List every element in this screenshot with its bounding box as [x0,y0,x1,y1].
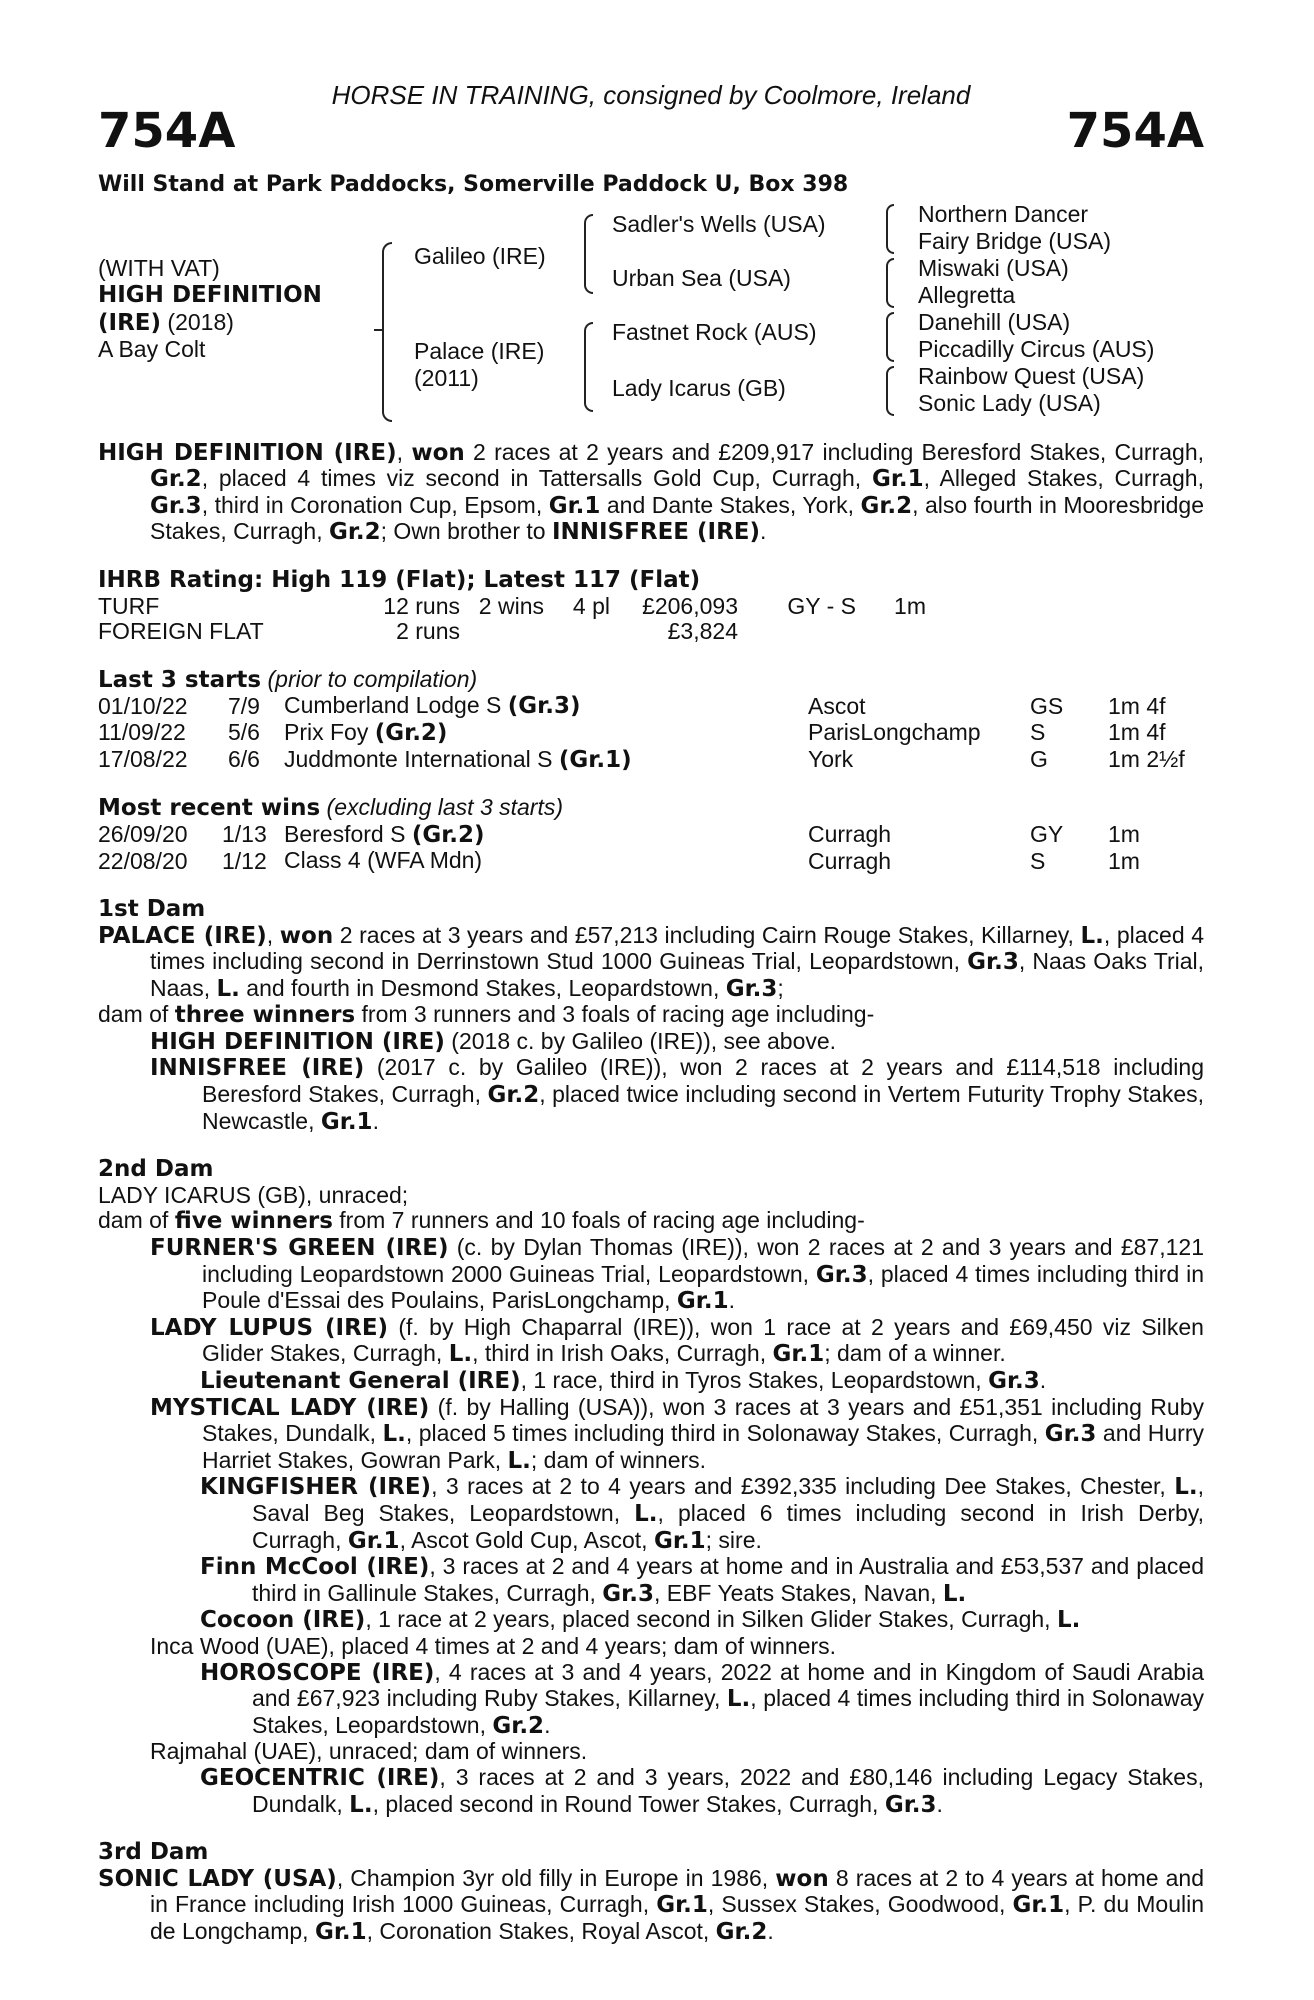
listed-badge: L. [1174,1474,1198,1501]
record-text: . [767,1917,774,1944]
table-row [98,693,1185,720]
run-going: S [1030,719,1046,746]
produce-entry [98,1765,1204,1818]
dam-name: PALACE (IRE) [98,922,267,949]
second-dam-title: 2nd Dam [98,1156,214,1183]
third-dam-title: 3rd Dam [98,1839,209,1866]
record-text: , placed 6 times including second in Irish Derby, Curragh, [252,1499,1204,1553]
horse-sex: A Bay Colt [98,335,206,362]
produce-name: HIGH DEFINITION (IRE) [150,1028,445,1055]
produce-entry [98,1607,1204,1634]
produce-entry [98,1474,1204,1554]
run-distance: 1m 4f [1108,719,1166,746]
recent-wins-table [98,822,1140,875]
record-text: , placed 4 times including third in Poule d'Essai des Poulains, ParisLongchamp, [202,1260,1204,1314]
rating-section [98,568,1204,645]
produce-entry [98,1554,1204,1607]
run-distance: 1m 4f [1108,692,1166,719]
brace-ss [886,204,894,254]
run-distance: 1m [1108,821,1140,848]
run-position: 1/13 [222,821,267,848]
summary-text: , placed 4 times viz second in Tattersalls Gold Cup, Curragh, [201,465,872,492]
run-race: Class 4 (WFA Mdn) [284,847,483,874]
first-dam-produce-line [98,1002,1204,1029]
run-position: 7/9 [228,692,260,719]
rating-type: TURF [98,592,160,619]
record-text: . [1039,1367,1047,1393]
last-starts-table [98,693,1185,773]
stand-location: Will Stand at Park Paddocks, Somerville Paddock U, Box 398 [98,172,849,197]
summary-horse-name: HIGH DEFINITION (IRE) [98,439,397,466]
run-grade: (Gr.3) [507,693,581,720]
brace-dam [584,322,593,412]
rating-wins [460,619,544,645]
grade-badge: Gr.2 [715,1918,768,1945]
rating-placed [544,619,610,645]
won-label: won [775,1865,829,1892]
record-text: . [372,1107,379,1134]
lot-number-right: 754A [1066,103,1204,159]
produce-entry [98,1235,1204,1315]
record-text: (f. by Halling (USA)), won 3 races at 3 years and £51,351 including Ruby Stakes, Dundalk, [202,1393,1204,1447]
winners-count: five winners [174,1208,333,1235]
table-row [98,594,926,620]
produce-name: Lieutenant General (IRE) [200,1368,521,1394]
grade-badge: Gr.3 [988,1368,1040,1394]
rating-distance: 1m [894,592,926,619]
run-distance: 1m [1108,847,1140,874]
listed-badge: L. [382,1421,406,1448]
first-dam-record: PALACE (IRE), won 2 races at 3 years and £57,213 including Cairn Rouge Stakes, Killarney, L., placed 4 times including second in Derrinstown Stud 1000 Guineas Trial, Leopardstown, Gr.3, Naas Oaks Trial, Naas, L. and fourth in Desmond Stakes, Leopardstown, Gr.3; [98,921,1205,1002]
ancestor-sss: Northern Dancer [918,200,1089,227]
run-position: 6/6 [228,746,260,773]
produce-name: Finn McCool (IRE) [200,1554,430,1581]
listed-badge: L. [507,1447,531,1474]
ancestor-dss: Danehill (USA) [918,308,1071,335]
grade-badge: Gr.1 [676,1288,729,1315]
run-going: GY [1030,821,1064,848]
record-text: (c. by Dylan Thomas (IRE)), won 2 races at 2 and 3 years and £87,121 including Leopardstown 2000 Guineas Trial, Leopardstown, [202,1234,1205,1287]
recent-wins-note: (excluding last 3 starts) [320,794,564,821]
produce-name: FURNER'S GREEN (IRE) [150,1235,449,1262]
listed-badge: L. [216,975,240,1002]
record-text: , 3 races at 2 to 4 years and £392,335 including Dee Stakes, Chester, [431,1473,1175,1500]
summary-text: . [760,518,767,545]
record-text: , 1 race at 2 years, placed second in Silken Glider Stakes, Curragh, [365,1606,1057,1633]
record-text: (2018 c. by Galileo (IRE)), see above. [444,1027,837,1054]
record-text: , EBF Yeats Stakes, Navan, [653,1579,943,1606]
grade-badge: Gr.1 [656,1892,708,1919]
ancestor-ddd: Sonic Lady (USA) [918,389,1101,416]
second-dam-section [98,1157,1204,1818]
dam: Palace (IRE) [414,337,545,364]
table-row [98,747,1185,774]
record-text: , placed second in Round Tower Stakes, Curragh, [372,1790,885,1817]
table-row [98,822,1140,849]
listed-badge: L. [942,1580,967,1607]
won-label: won [279,922,334,949]
ancestor-sdd: Allegretta [918,281,1016,308]
record-text: , 4 races at 3 and 4 years, 2022 at home and in Kingdom of Saudi Arabia and £67,923 including Ruby Stakes, Killarney, [252,1658,1204,1712]
record-text: from 3 runners and 3 foals of racing age including- [355,1001,875,1028]
brace-gen1-point [374,329,382,331]
summary-text: and Dante Stakes, York, [600,491,861,518]
run-date: 26/09/20 [98,821,188,848]
grade-badge: Gr.2 [328,519,381,546]
pedigree-chart [98,200,1204,432]
record-text: ; dam of winners. [530,1446,707,1473]
horse-country: (IRE) [98,309,162,336]
rating-title: IHRB Rating: High 119 (Flat); Latest 117 (Flat) [98,566,701,593]
grade-badge: Gr.3 [150,492,202,519]
produce-name: KINGFISHER (IRE) [200,1474,432,1501]
record-text: , Ascot Gold Cup, Ascot, [399,1526,654,1553]
produce-entry [98,1368,1204,1395]
sire: Galileo (IRE) [414,242,546,269]
record-text: , Champion 3yr old filly in Europe in 1986, [336,1864,776,1891]
run-race: Cumberland Lodge S [284,692,508,719]
rating-runs: 2 runs [396,618,460,645]
second-dam-intro: LADY ICARUS (GB), unraced; [98,1181,409,1208]
brother-name: INNISFREE (IRE) [551,519,761,546]
dam-year: (2011) [414,364,479,391]
run-grade: (Gr.2) [411,821,485,848]
grade-badge: Gr.1 [314,1918,367,1945]
rating-placed: 4 pl [572,592,610,619]
summary-won: won [411,439,465,466]
rating-distance [856,619,926,645]
first-dam-section [98,897,1204,1135]
record-text: , Coronation Stakes, Royal Ascot, [366,1917,716,1944]
rating-type: FOREIGN FLAT [98,618,264,645]
summary-text: , Alleged Stakes, Curragh, [923,465,1204,492]
record-text: ; dam of a winner. [824,1340,1006,1367]
produce-entry [98,1660,1204,1740]
run-date: 11/09/22 [98,719,186,746]
grade-badge: Gr.3 [815,1261,868,1288]
record-text: , 3 races at 2 and 4 years at home and in Australia and £53,537 and placed third in Gallinule Stakes, Curragh, [252,1553,1204,1606]
last-starts-section [98,667,1204,773]
run-going: G [1030,746,1048,773]
table-row [98,720,1185,747]
run-going: S [1030,847,1046,874]
brace-dd [886,366,894,416]
grade-badge: Gr.2 [492,1712,545,1739]
ancestor-dds: Rainbow Quest (USA) [918,362,1145,389]
grade-badge: Gr.3 [725,975,778,1002]
brace-gen1 [382,242,392,422]
produce-name: MYSTICAL LADY (IRE) [150,1394,430,1421]
grade-badge: Gr.1 [347,1527,400,1554]
consignor-line: HORSE IN TRAINING, consigned by Coolmore, Ireland [331,80,971,110]
run-position: 5/6 [228,719,260,746]
summary-text: 2 races at 2 years and £209,917 including Beresford Stakes, Curragh, [464,438,1205,465]
dam-dam: Lady Icarus (GB) [612,374,786,401]
ancestor-sds: Miswaki (USA) [918,254,1069,281]
grade-badge: Gr.3 [602,1580,654,1607]
rating-going [738,619,856,645]
run-going: GS [1030,692,1064,719]
record-text: , third in Irish Oaks, Curragh, [472,1340,773,1367]
summary-text: , third in Coronation Cup, Epsom, [201,491,549,518]
record-text: , 1 race, third in Tyros Stakes, Leopardstown, [520,1367,989,1393]
ancestor-ssd: Fairy Bridge (USA) [918,227,1111,254]
brace-sd [886,258,894,308]
record-text: , placed 4 times including third in Solonaway Stakes, Leopardstown, [252,1685,1204,1738]
summary-text: , also fourth in Mooresbridge Stakes, Curragh, [150,491,1205,545]
third-dam-record [98,1866,1204,1946]
brace-sire [584,214,593,294]
produce-name: Cocoon (IRE) [200,1607,366,1634]
grade-badge: Gr.3 [884,1791,937,1818]
produce-entry [98,1395,1204,1475]
vat-note: (WITH VAT) [98,254,220,281]
last-starts-title: Last 3 starts [98,666,262,693]
listed-badge: L. [349,1791,373,1818]
record-text: , 3 races at 2 and 3 years, 2022 and £80,146 including Legacy Stakes, Dundalk, [252,1763,1204,1817]
grade-badge: Gr.1 [772,1341,825,1368]
grade-badge: Gr.2 [150,466,202,493]
lot-number-left: 754A [98,103,236,159]
record-text: and fourth in Desmond Stakes, Leopardstown, [239,974,726,1001]
sire-dam: Urban Sea (USA) [612,264,791,291]
catalogue-page [98,80,1204,1945]
horse-year: (2018) [161,308,234,335]
grade-badge: Gr.1 [320,1108,373,1135]
rating-prize: £206,093 [642,592,738,619]
record-text: . [728,1287,735,1314]
produce-name: LADY LUPUS (IRE) [150,1314,389,1341]
produce-entry: Rajmahal (UAE), unraced; dam of winners. [150,1738,588,1765]
listed-badge: L. [634,1500,658,1527]
ancestor-dsd: Piccadilly Circus (AUS) [918,335,1155,362]
last-starts-heading [98,667,1204,694]
produce-name: INNISFREE (IRE) [150,1055,365,1082]
second-dam-produce-line [98,1208,1204,1235]
produce-entry: Inca Wood (UAE), placed 4 times at 2 and 4 years; dam of winners. [150,1632,837,1659]
record-text: , placed twice including second in Vertem Futurity Trophy Stakes, Newcastle, [202,1081,1204,1134]
produce-entry [98,1055,1204,1135]
rating-wins: 2 wins [478,592,544,619]
rating-prize: £3,824 [667,618,738,645]
race-summary: HIGH DEFINITION (IRE), won 2 races at 2 years and £209,917 including Beresford Stakes, Curragh, Gr.2, placed 4 times viz second in Tattersalls Gold Cup, Curragh, Gr.1, Alleged Stakes, Curragh, Gr.3, third in Coronation Cup, Epsom, Gr.1 and Dante Stakes, York, Gr.2, also fourth in Mooresbridge Stakes, Curragh, Gr.2; Own brother to INNISFREE (IRE). [98,438,1205,546]
record-text: , Saval Beg Stakes, Leopardstown, [252,1473,1205,1526]
produce-name: GEOCENTRIC (IRE) [200,1764,440,1791]
winners-count: three winners [174,1002,356,1029]
record-text: , Sussex Stakes, Goodwood, [707,1891,1013,1918]
run-grade: (Gr.2) [374,719,448,746]
record-text: ; [777,974,784,1001]
run-course: ParisLongchamp [808,719,981,746]
record-text: 8 races at 2 to 4 years at home and in France including Irish 1000 Guineas, Curragh, [150,1864,1204,1918]
produce-entry [98,1029,1204,1056]
sire-sire: Sadler's Wells (USA) [612,210,826,237]
run-course: Curragh [808,821,892,848]
recent-wins-title: Most recent wins [98,795,321,822]
run-distance: 1m 2½f [1108,746,1185,773]
run-date: 01/10/22 [98,692,188,719]
first-dam-title: 1st Dam [98,895,206,922]
dam-name: SONIC LADY (USA) [98,1865,337,1892]
record-text: , placed 4 times including second in Derrinstown Stud 1000 Guineas Trial, Leopardstown, [150,921,1205,975]
rating-going: GY - S [787,592,856,619]
rating-runs: 12 runs [383,592,460,619]
run-course: York [808,746,854,773]
record-text: (2017 c. by Galileo (IRE)), won 2 races at 2 years and £114,518 including Beresford Stakes, Curragh, [202,1054,1204,1108]
grade-badge: Gr.1 [548,492,601,519]
listed-badge: L. [1080,922,1104,949]
produce-name: HOROSCOPE (IRE) [200,1659,435,1686]
record-text: and Hurry Harriet Stakes, Gowran Park, [202,1420,1204,1473]
record-text: . [936,1790,943,1817]
run-race: Beresford S [284,820,412,847]
produce-entry [98,1315,1204,1368]
record-text: dam of [98,1207,175,1234]
grade-badge: Gr.1 [1012,1892,1065,1919]
record-text: , P. du Moulin de Longchamp, [150,1891,1204,1944]
listed-badge: L. [1056,1607,1081,1634]
record-text: dam of [98,1001,175,1028]
run-date: 22/08/20 [98,847,188,874]
run-course: Ascot [808,692,866,719]
horse-name-line2 [98,310,234,337]
record-text: ; sire. [705,1526,762,1553]
brace-ds [886,312,894,362]
grade-badge: Gr.2 [487,1082,540,1109]
run-position: 1/12 [222,847,267,874]
record-text: from 7 runners and 10 foals of racing age including- [332,1207,865,1234]
grade-badge: Gr.1 [653,1527,706,1554]
record-text: . [544,1711,551,1738]
dam-sire: Fastnet Rock (AUS) [612,318,817,345]
run-race: Juddmonte International S [284,745,559,772]
listed-badge: L. [726,1686,751,1713]
third-dam-section [98,1840,1204,1945]
grade-badge: Gr.2 [860,492,913,519]
record-text: , placed 5 times including third in Solonaway Stakes, Curragh, [405,1420,1045,1447]
table-row [98,848,1140,875]
last-starts-note: (prior to compilation) [261,665,478,692]
recent-wins-heading [98,795,1204,822]
record-text: (f. by High Chaparral (IRE)), won 1 race at 2 years and £69,450 viz Silken Glider Stakes, Curragh, [202,1313,1204,1367]
listed-badge: L. [448,1341,473,1368]
run-date: 17/08/22 [98,746,188,773]
run-grade: (Gr.1) [558,746,632,773]
rating-table [98,594,926,645]
summary-text: ; Own brother to [380,518,552,545]
grade-badge: Gr.3 [1044,1421,1097,1448]
grade-badge: Gr.3 [967,949,1019,976]
run-course: Curragh [808,847,892,874]
record-text: , Naas Oaks Trial, Naas, [150,948,1205,1001]
run-race: Prix Foy [284,718,375,745]
recent-wins-section [98,795,1204,875]
record-text: 2 races at 3 years and £57,213 including Cairn Rouge Stakes, Killarney, [333,921,1081,948]
lot-number-row [98,103,1204,168]
grade-badge: Gr.1 [871,466,924,493]
table-row [98,619,926,645]
horse-name: HIGH DEFINITION [98,281,322,308]
